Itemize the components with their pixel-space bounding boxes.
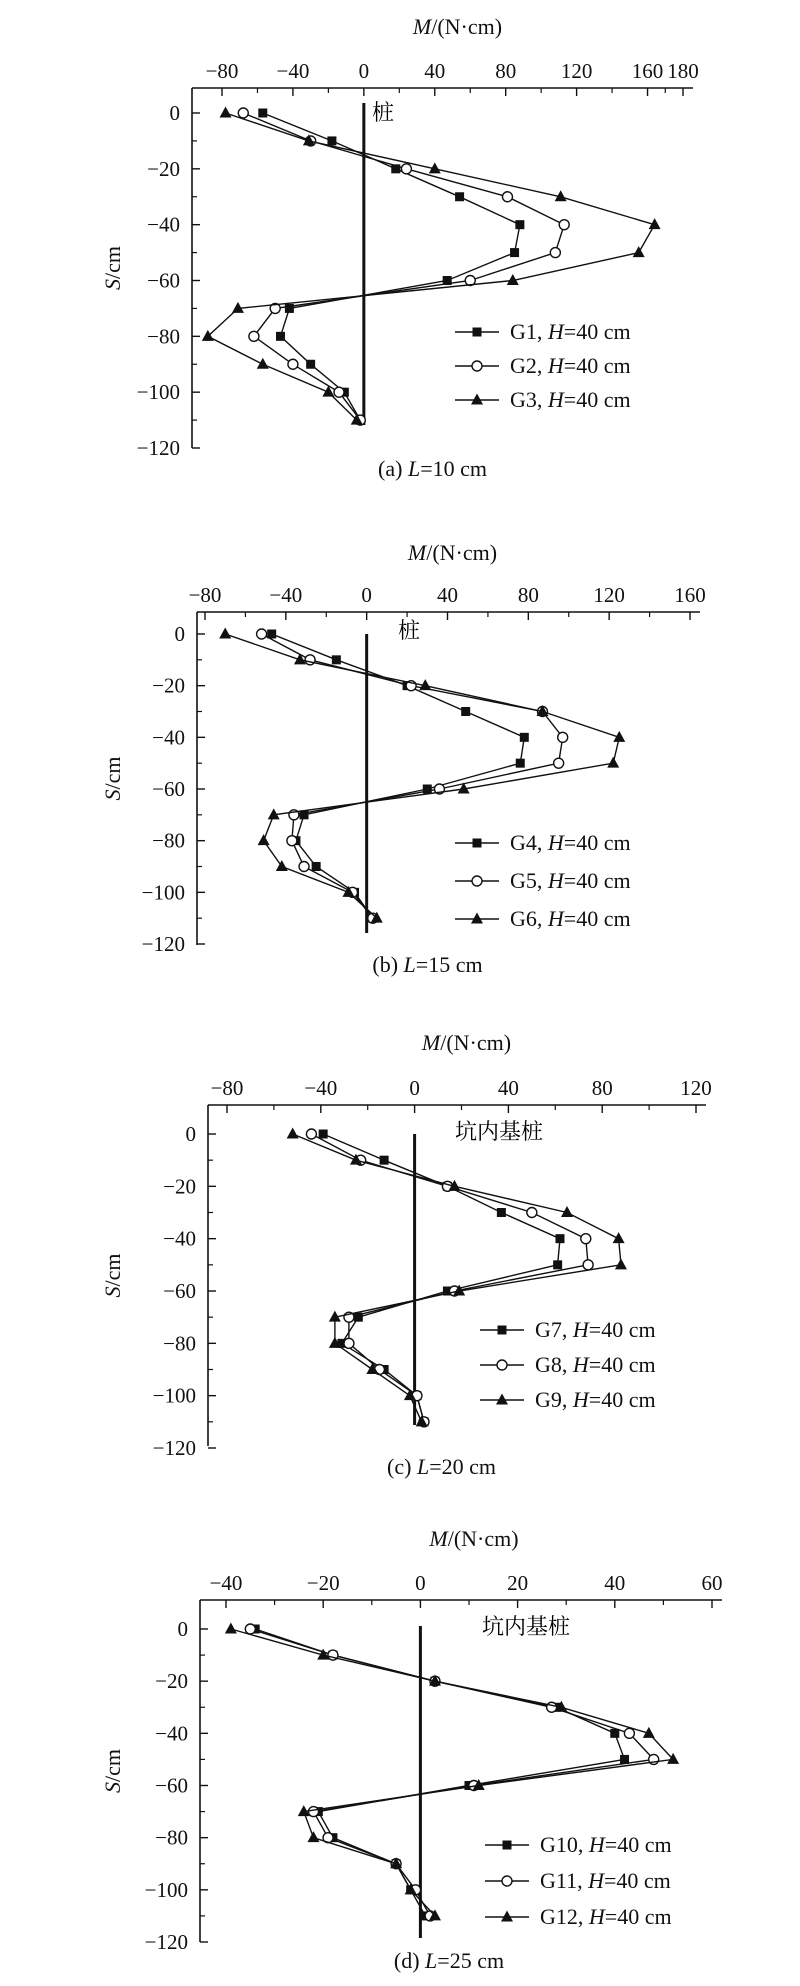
panel-3-x-tick-label: −80 [210,1076,244,1100]
panel-3-series-G8-point [527,1208,537,1218]
panel-2 [100,540,706,977]
panel-3-caption: (c) L=20 cm [387,1454,496,1479]
panel-1-legend-marker [472,361,482,371]
panel-1-x-axis-title: M/(N·cm) [412,14,503,39]
panel-1-series-G2-point [288,359,298,369]
panel-1-legend-item-G2 [455,353,631,378]
panel-2-y-tick-label: −120 [141,932,185,956]
panel-1-series-G3-point [220,107,232,118]
panel-1-x-tick-label: −40 [276,59,310,83]
panel-3-legend-marker [498,1326,507,1335]
panel-4-y-tick-label: −20 [155,1669,188,1694]
panel-4-series-G11-point [624,1728,634,1738]
panel-3-y-tick-label: −120 [152,1436,196,1460]
panel-2-legend-item-G5 [455,868,631,893]
panel-3-series-G9 [287,1128,627,1427]
panel-2-series-G6-point [607,757,619,768]
panel-1-legend-item-G3 [455,387,631,412]
panel-3-legend-label: G8, H=40 cm [535,1352,656,1377]
panel-1-series-G2-point [401,164,411,174]
panel-3-series-G7-point [553,1260,562,1269]
panel-4-annotation: 坑内基桩 [482,1615,571,1640]
panel-3-legend-label: G7, H=40 cm [535,1317,656,1342]
panel-1-x-tick-label: 80 [495,59,517,83]
panel-4-y-tick-label: −40 [155,1721,188,1746]
panel-2-x-tick-label: −40 [269,583,303,607]
panel-1-series-G2-point [334,387,344,397]
panel-4 [100,1526,723,1973]
panel-4-legend-item-G11 [485,1868,671,1893]
panel-1-x-tick-label: 120 [560,59,593,83]
panel-1-y-tick-label: −100 [136,380,180,405]
panel-3-series-G8-line [311,1134,588,1422]
panel-2-y-tick-label: −40 [152,725,185,750]
panel-3-y-tick-label: −100 [152,1383,196,1408]
panel-2-y-tick-label: −80 [152,828,185,853]
panel-4-series-G11-point [308,1807,318,1817]
panel-4-series-G12-point [225,1623,237,1634]
panel-1-series-G1-point [510,248,519,257]
panel-2-x-tick-label: 0 [361,583,372,607]
panel-3-series-G9-point [615,1258,627,1269]
panel-4-legend-marker [502,1876,512,1886]
panel-1-y-tick-label: −120 [136,436,180,460]
panel-2-series-G6-point [219,628,231,639]
panel-1-series-G1-point [455,192,464,201]
panel-1-series-G1 [258,109,524,425]
panel-1-series-G3-point [257,358,269,369]
panel-3-series-G8-point [306,1129,316,1139]
panel-4-legend-label: G10, H=40 cm [540,1832,672,1857]
panel-3-series-G7-point [319,1130,328,1139]
panel-3-legend-label: G9, H=40 cm [535,1387,656,1412]
panel-1-series-G1-point [327,136,336,145]
panel-1-annotation: 桩 [372,101,395,126]
panel-1-legend-label: G3, H=40 cm [510,387,631,412]
panel-3-y-tick-label: 0 [185,1122,196,1146]
panel-3-series-G8-point [583,1260,593,1270]
panel-4-caption: (d) L=25 cm [393,1948,505,1973]
panel-3-x-tick-label: 0 [409,1076,420,1100]
panel-4-legend-marker [501,1911,513,1922]
panel-4-x-axis-title: M/(N·cm) [429,1526,519,1551]
panel-4-legend-marker [503,1841,512,1850]
panel-4-x-tick-label: −20 [306,1571,340,1595]
panel-1-series-G2-point [249,331,259,341]
panel-2-y-tick-label: −60 [152,777,185,801]
panel-4-x-tick-label: −40 [209,1571,243,1595]
panel-2-series-G5-point [558,732,568,742]
panel-3-series-G7 [319,1130,565,1427]
panel-2-series-G4-line [272,634,525,918]
panel-3-y-tick-label: −40 [163,1226,196,1251]
panel-4-legend-item-G10 [485,1832,672,1857]
panel-1 [100,14,699,481]
panel-3-legend-item-G8 [480,1352,656,1377]
panel-2-x-tick-label: −80 [188,583,222,607]
panel-2-annotation: 桩 [398,619,421,644]
panel-1-series-G2-point [238,108,248,118]
panel-2-legend-label: G6, H=40 cm [510,906,631,931]
panel-2-caption: (b) L=15 cm [372,952,483,977]
panel-1-x-tick-label: −80 [205,59,239,83]
panel-4-y-tick-label: 0 [177,1617,188,1641]
panel-2-x-axis-title: M/(N·cm) [407,540,498,565]
panel-1-legend-marker [471,394,483,405]
panel-3-series-G9-line [293,1134,621,1422]
panel-1-legend-label: G1, H=40 cm [510,319,631,344]
panel-3-series-G8-point [344,1338,354,1348]
panel-1-y-tick-label: 0 [169,101,180,125]
panel-2-legend-marker [472,876,482,886]
panel-1-y-tick-label: −40 [147,212,180,237]
panel-3-x-tick-label: 80 [591,1076,613,1100]
panel-4-y-tick-label: −60 [155,1773,188,1798]
panel-3-legend-item-G7 [480,1317,656,1342]
panel-4-series-G11-point [245,1624,255,1634]
panel-2-series-G4-point [332,655,341,664]
panel-2-legend-item-G4 [455,830,631,855]
panel-2-series-G4-point [461,707,470,716]
panel-2-series-G5-point [554,758,564,768]
panel-1-legend-item-G1 [455,319,631,344]
panel-3-x-tick-label: −40 [304,1076,338,1100]
panel-3-x-tick-label: 40 [497,1076,519,1100]
panel-1-y-tick-label: −20 [147,156,180,181]
panel-4-legend-label: G11, H=40 cm [540,1868,671,1893]
panel-1-series-G2-point [502,192,512,202]
panel-1-legend-label: G2, H=40 cm [510,353,631,378]
panel-1-y-tick-label: −60 [147,268,180,293]
panel-2-y-tick-label: 0 [174,622,185,646]
panel-1-series-G3-point [633,246,645,257]
panel-4-y-tick-label: −80 [155,1825,188,1850]
panel-2-series-G4 [267,630,529,923]
panel-3-series-G8-point [581,1234,591,1244]
panel-1-series-G1-point [258,109,267,118]
panel-1-x-tick-label: 0 [358,59,370,83]
panel-3-series-G9-point [613,1232,625,1243]
panel-3-x-tick-label: 120 [680,1076,712,1100]
panel-1-x-tick-label: 180 [667,59,699,83]
panel-1-y-tick-label: −80 [147,324,180,349]
panel-2-series-G4-point [520,733,529,742]
panel-2-y-axis-title: S/cm [100,756,125,801]
panel-2-y-tick-label: −100 [141,880,185,905]
panel-4-y-tick-label: −100 [144,1877,188,1902]
panel-1-legend-marker [473,328,482,337]
panel-2-series-G4-point [312,862,321,871]
panel-2-legend-label: G5, H=40 cm [510,868,631,893]
panel-2-x-tick-label: 160 [674,583,706,607]
panel-2-legend-label: G4, H=40 cm [510,830,631,855]
panel-4-series-G12-point [307,1831,319,1842]
panel-2-legend-item-G6 [455,906,631,931]
panel-2-x-tick-label: 40 [437,583,458,607]
panel-4-x-tick-label: 0 [415,1571,426,1595]
panel-3-series-G7-point [380,1156,389,1165]
panel-3-series-G7-point [497,1208,506,1217]
panel-2-series-G4-point [516,759,525,768]
panel-2-series-G6-point [258,834,270,845]
panel-3-y-tick-label: −80 [163,1331,196,1356]
panel-2-legend-marker [473,839,482,848]
panel-1-caption: (a) L=10 cm [378,456,487,481]
panel-3-legend-marker [497,1360,507,1370]
panel-4-legend-item-G12 [485,1904,672,1929]
panel-4-y-axis-title: S/cm [100,1749,125,1793]
panel-1-series-G1-point [306,360,315,369]
panel-4-x-tick-label: 40 [604,1571,626,1595]
panel-4-series-G11-point [547,1702,557,1712]
panel-3-y-axis-title: S/cm [100,1253,125,1298]
panel-1-series-G2-point [559,220,569,230]
panel-1-y-axis-title: S/cm [100,246,125,290]
panel-3-series-G8 [306,1129,593,1427]
panel-3-series-G9-point [287,1128,299,1139]
panel-2-series-G5-point [257,629,267,639]
panel-3 [100,1030,712,1479]
panel-1-series-G2-point [550,248,560,258]
panel-4-y-tick-label: −120 [144,1930,188,1954]
panel-2-y-tick-label: −20 [152,673,185,698]
panel-2-x-tick-label: 120 [593,583,625,607]
panel-1-x-tick-label: 160 [631,59,664,83]
panel-3-series-G7-point [555,1234,564,1243]
panel-1-series-G1-point [515,220,524,229]
panel-3-x-axis-title: M/(N·cm) [421,1030,512,1055]
panel-4-x-tick-label: 20 [507,1571,529,1595]
panel-2-x-tick-label: 80 [517,583,539,607]
panel-2-series-G5-point [305,655,315,665]
panel-4-x-tick-label: 60 [701,1571,723,1595]
panel-1-x-tick-label: 40 [424,59,446,83]
panel-3-legend-item-G9 [480,1387,656,1412]
panel-3-legend-marker [496,1394,508,1405]
panel-4-legend-label: G12, H=40 cm [540,1904,672,1929]
panel-2-series-G5-point [287,836,297,846]
panel-3-y-tick-label: −20 [163,1174,196,1199]
panel-2-series-G5-point [299,862,309,872]
panel-1-series-G1-point [276,332,285,341]
panel-2-legend-marker [471,913,483,924]
panel-3-annotation: 坑内基桩 [455,1120,544,1145]
panel-3-y-tick-label: −60 [163,1279,196,1303]
